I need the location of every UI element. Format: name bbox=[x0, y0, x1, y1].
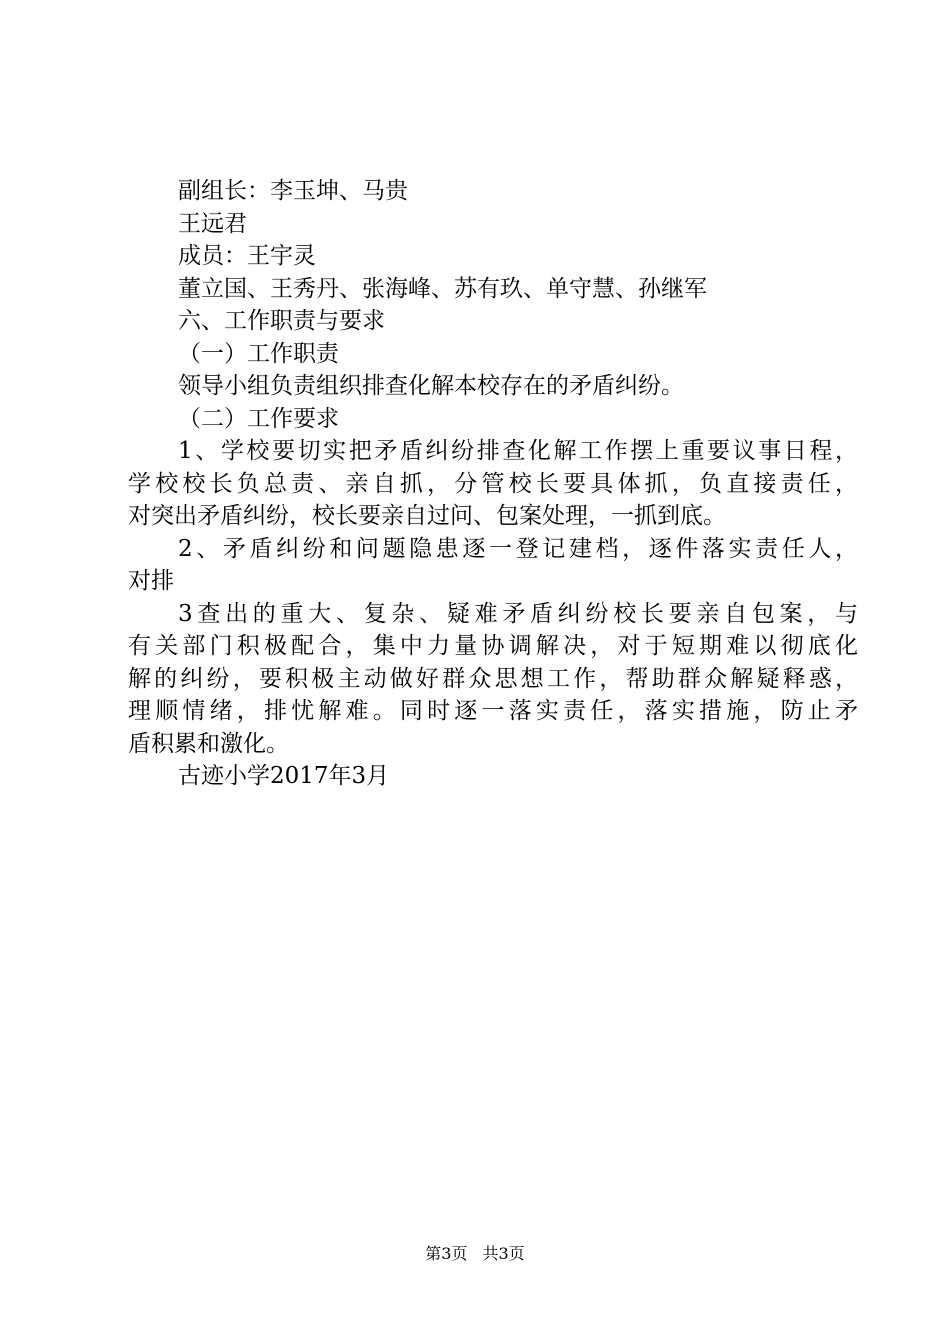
members-line: 成员：王宇灵 bbox=[178, 243, 316, 269]
page-footer bbox=[0, 1244, 950, 1264]
requirement-1-line-1: 1、学校要切实把矛盾纠纷排查化解工作摆上重要议事日程， bbox=[178, 438, 858, 464]
requirement-2-line-2: 对排 bbox=[128, 568, 174, 594]
signature-date-line: 古迹小学2017年3月 bbox=[178, 763, 390, 789]
requirement-3-line-4: 理顺情绪，排忧解难。同时逐一落实责任，落实措施，防止矛 bbox=[128, 698, 858, 724]
vice-leader-line: 副组长：李玉坤、马贵 bbox=[178, 178, 408, 204]
requirement-3-line-2: 有关部门积极配合，集中力量协调解决，对于短期难以彻底化 bbox=[128, 633, 858, 659]
requirement-3-line-3: 解的纠纷，要积极主动做好群众思想工作，帮助群众解疑释惑， bbox=[128, 665, 858, 692]
requirement-1-line-2: 学校校长负总责、亲自抓，分管校长要具体抓，负直接责任， bbox=[128, 470, 858, 497]
requirement-2-line-1: 2、矛盾纠纷和问题隐患逐一登记建档，逐件落实责任人， bbox=[178, 535, 858, 562]
page-number: 第3页 bbox=[425, 1244, 468, 1263]
section-heading: 六、工作职责与要求 bbox=[178, 308, 385, 334]
requirement-3-line-1: 3查出的重大、复杂、疑难矛盾纠纷校长要亲自包案，与 bbox=[178, 600, 858, 627]
vice-leader-continued-line: 王远君 bbox=[178, 210, 247, 237]
members-list-line: 董立国、王秀丹、张海峰、苏有玖、单守慧、孙继军 bbox=[178, 275, 707, 302]
document-body bbox=[128, 175, 858, 793]
page-total: 共3页 bbox=[482, 1244, 525, 1263]
subsection-heading-requirements: （二）工作要求 bbox=[178, 405, 339, 432]
requirement-3-line-5: 盾积累和激化。 bbox=[128, 730, 289, 757]
subsection-heading-duties: （一）工作职责 bbox=[178, 340, 339, 367]
duties-paragraph: 领导小组负责组织排查化解本校存在的矛盾纠纷。 bbox=[178, 373, 684, 399]
requirement-1-line-3: 对突出矛盾纠纷，校长要亲自过问、包案处理，一抓到底。 bbox=[128, 503, 726, 529]
